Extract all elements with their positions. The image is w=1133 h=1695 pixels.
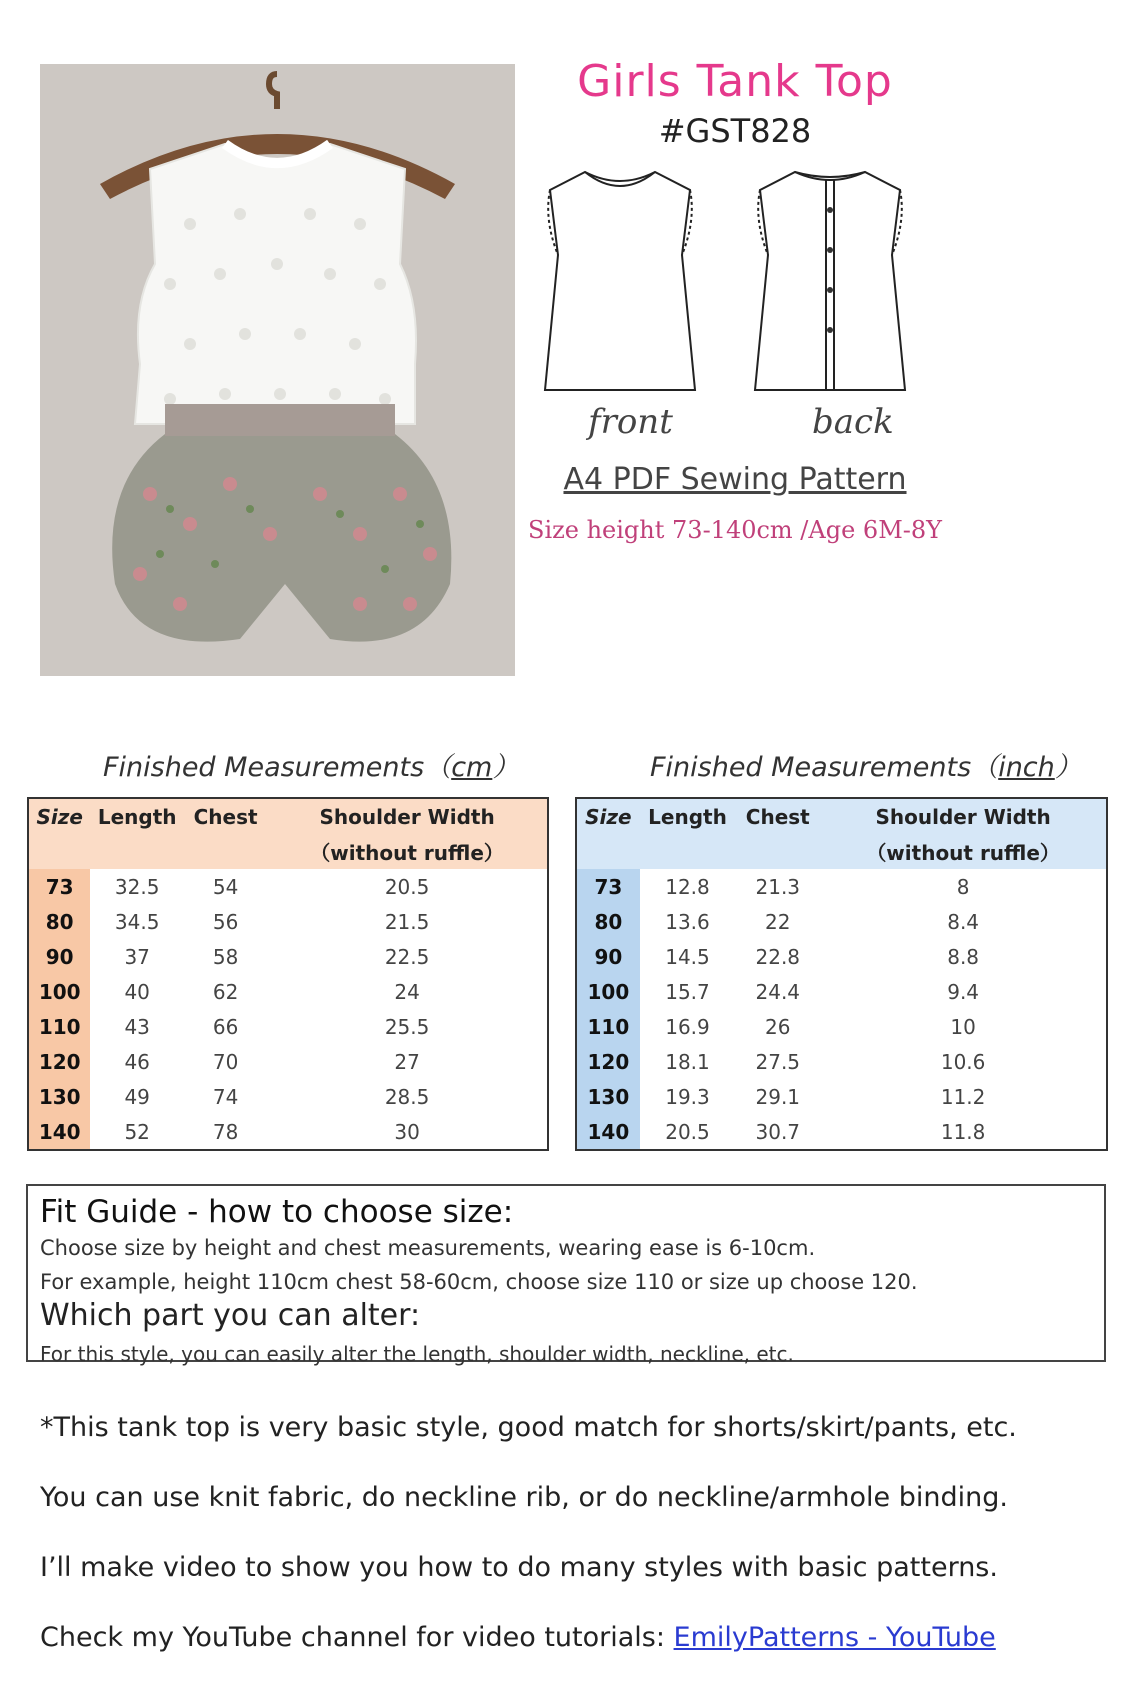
inch-caption-unit: inch bbox=[998, 752, 1055, 783]
inch-cell-shoulder-width: 9.4 bbox=[947, 979, 980, 1004]
cm-cell-chest: 66 bbox=[212, 1014, 239, 1039]
note-1: *This tank top is very basic style, good match for shorts/skirt/pants, etc. bbox=[40, 1412, 1017, 1443]
cm-cell-chest: 58 bbox=[212, 944, 239, 969]
inch-header-shoulder-width: Shoulder Width bbox=[820, 798, 1107, 834]
inch-cell-chest: 24.4 bbox=[755, 979, 801, 1004]
cm-cell-length: 43 bbox=[124, 1014, 150, 1039]
inch-cell-length: 13.6 bbox=[665, 909, 710, 934]
inch-cell-shoulder-width: 10.6 bbox=[940, 1049, 986, 1074]
cm-header-blank bbox=[90, 834, 184, 869]
cm-table-row bbox=[28, 939, 548, 974]
product-photo bbox=[40, 64, 515, 676]
cm-header-blank bbox=[184, 834, 267, 869]
cm-cell-length: 46 bbox=[124, 1049, 150, 1074]
cm-cell-size: 110 bbox=[28, 1009, 90, 1044]
inch-cell-shoulder-width: 8.8 bbox=[947, 944, 980, 969]
cm-cell-shoulder-width: 27 bbox=[394, 1049, 420, 1074]
cm-table-caption bbox=[103, 745, 519, 784]
size-info: Size height 73-140cm /Age 6M-8Y bbox=[528, 516, 942, 544]
cm-cell-shoulder-width: 22.5 bbox=[384, 944, 430, 969]
cm-cell-length: 49 bbox=[124, 1084, 150, 1109]
inch-header-blank bbox=[640, 834, 736, 869]
inch-table-row bbox=[576, 869, 1107, 904]
cm-cell-shoulder-width: 25.5 bbox=[384, 1014, 430, 1039]
inch-header-length: Length bbox=[640, 798, 736, 834]
cm-cell-shoulder-width: 30 bbox=[394, 1119, 420, 1144]
cm-cell-size: 73 bbox=[28, 869, 90, 904]
inch-cell-length: 12.8 bbox=[665, 874, 710, 899]
format-label: A4 PDF Sewing Pattern bbox=[563, 462, 907, 497]
inch-caption-suffix: ） bbox=[1054, 752, 1082, 783]
cm-cell-length: 40 bbox=[124, 979, 150, 1004]
cm-table-row bbox=[28, 1114, 548, 1150]
inch-cell-chest: 21.3 bbox=[755, 874, 801, 899]
cm-table-row bbox=[28, 869, 548, 904]
cm-header-shoulder-width: Shoulder Width bbox=[267, 798, 548, 834]
alter-heading: Which part you can alter: bbox=[40, 1298, 421, 1333]
youtube-channel-link[interactable]: EmilyPatterns - YouTube bbox=[673, 1622, 996, 1653]
inch-cell-length: 20.5 bbox=[665, 1119, 710, 1144]
inch-table-row bbox=[576, 939, 1107, 974]
inch-table-row bbox=[576, 1009, 1107, 1044]
cm-table-row bbox=[28, 974, 548, 1009]
inch-cell-size: 120 bbox=[576, 1044, 640, 1079]
front-label: front bbox=[588, 402, 673, 442]
cm-measurement-table bbox=[27, 797, 549, 1151]
inch-header-ruffle-note: （without ruffle） bbox=[820, 834, 1107, 869]
inch-cell-shoulder-width: 8.4 bbox=[947, 909, 980, 934]
cm-cell-shoulder-width: 28.5 bbox=[384, 1084, 430, 1109]
note-3: I’ll make video to show you how to do many styles with basic patterns. bbox=[40, 1552, 998, 1583]
cm-cell-chest: 74 bbox=[212, 1084, 239, 1109]
inch-cell-chest: 22 bbox=[765, 909, 791, 934]
cm-cell-size: 130 bbox=[28, 1079, 90, 1114]
note-4-prefix: Check my YouTube channel for video tutorials: bbox=[40, 1622, 674, 1653]
inch-cell-chest: 26 bbox=[765, 1014, 791, 1039]
cm-caption-prefix: Finished Measurements（ bbox=[103, 752, 452, 783]
cm-cell-length: 37 bbox=[124, 944, 150, 969]
inch-table-row bbox=[576, 974, 1107, 1009]
inch-cell-length: 16.9 bbox=[665, 1014, 710, 1039]
inch-cell-shoulder-width: 11.8 bbox=[940, 1119, 986, 1144]
inch-cell-size: 73 bbox=[576, 869, 640, 904]
inch-header-blank bbox=[735, 834, 820, 869]
cm-cell-shoulder-width: 24 bbox=[394, 979, 420, 1004]
inch-table-row bbox=[576, 1079, 1107, 1114]
note-2: You can use knit fabric, do neckline rib, or do neckline/armhole binding. bbox=[40, 1482, 1008, 1513]
inch-cell-size: 90 bbox=[576, 939, 640, 974]
fit-guide-heading: Fit Guide - how to choose size: bbox=[40, 1194, 514, 1230]
back-label: back bbox=[812, 402, 894, 442]
inch-measurement-table bbox=[575, 797, 1108, 1151]
inch-cell-length: 19.3 bbox=[665, 1084, 710, 1109]
inch-cell-size: 110 bbox=[576, 1009, 640, 1044]
cm-cell-chest: 56 bbox=[212, 909, 239, 934]
cm-header-blank bbox=[28, 834, 90, 869]
cm-cell-shoulder-width: 21.5 bbox=[384, 909, 430, 934]
cm-cell-size: 90 bbox=[28, 939, 90, 974]
inch-cell-chest: 30.7 bbox=[755, 1119, 801, 1144]
pattern-code: #GST828 bbox=[658, 112, 812, 150]
cm-cell-chest: 70 bbox=[212, 1049, 239, 1074]
inch-table-caption bbox=[650, 745, 1082, 784]
inch-cell-chest: 29.1 bbox=[755, 1084, 801, 1109]
cm-table-row bbox=[28, 1044, 548, 1079]
inch-table-row bbox=[576, 1044, 1107, 1079]
cm-header-length: Length bbox=[90, 798, 184, 834]
cm-cell-shoulder-width: 20.5 bbox=[384, 874, 430, 899]
inch-header-blank bbox=[576, 834, 640, 869]
note-4 bbox=[40, 1622, 996, 1653]
cm-cell-size: 100 bbox=[28, 974, 90, 1009]
inch-header-chest: Chest bbox=[735, 798, 820, 834]
fit-guide-line-2: For example, height 110cm chest 58-60cm, choose size 110 or size up choose 120. bbox=[40, 1270, 918, 1294]
cm-table-row bbox=[28, 1009, 548, 1044]
inch-cell-length: 14.5 bbox=[665, 944, 710, 969]
inch-table-row bbox=[576, 1114, 1107, 1150]
alter-text: For this style, you can easily alter the length, shoulder width, neckline, etc. bbox=[40, 1342, 794, 1366]
inch-cell-size: 80 bbox=[576, 904, 640, 939]
inch-cell-chest: 27.5 bbox=[755, 1049, 801, 1074]
cm-caption-unit: cm bbox=[451, 752, 493, 783]
cm-table-row bbox=[28, 1079, 548, 1114]
cm-cell-size: 140 bbox=[28, 1114, 90, 1150]
cm-cell-size: 120 bbox=[28, 1044, 90, 1079]
inch-cell-length: 18.1 bbox=[665, 1049, 710, 1074]
inch-table-row bbox=[576, 904, 1107, 939]
inch-header-size: Size bbox=[576, 798, 640, 834]
cm-table-row bbox=[28, 904, 548, 939]
inch-cell-chest: 22.8 bbox=[755, 944, 801, 969]
cm-cell-chest: 78 bbox=[212, 1119, 239, 1144]
cm-cell-length: 32.5 bbox=[114, 874, 160, 899]
inch-cell-shoulder-width: 8 bbox=[956, 874, 970, 899]
technical-sketch bbox=[530, 160, 940, 400]
inch-cell-size: 140 bbox=[576, 1114, 640, 1150]
fit-guide-box bbox=[26, 1184, 1106, 1366]
inch-cell-shoulder-width: 11.2 bbox=[940, 1084, 986, 1109]
cm-header-chest: Chest bbox=[184, 798, 267, 834]
inch-cell-length: 15.7 bbox=[665, 979, 710, 1004]
inch-cell-size: 100 bbox=[576, 974, 640, 1009]
cm-caption-suffix: ） bbox=[492, 752, 520, 783]
cm-cell-length: 52 bbox=[124, 1119, 150, 1144]
cm-cell-chest: 62 bbox=[212, 979, 239, 1004]
cm-header-size: Size bbox=[28, 798, 90, 834]
cm-header-ruffle-note: （without ruffle） bbox=[267, 834, 548, 869]
pattern-title: Girls Tank Top bbox=[577, 56, 893, 107]
inch-cell-shoulder-width: 10 bbox=[950, 1014, 976, 1039]
inch-cell-size: 130 bbox=[576, 1079, 640, 1114]
cm-cell-length: 34.5 bbox=[114, 909, 160, 934]
cm-cell-size: 80 bbox=[28, 904, 90, 939]
fit-guide-line-1: Choose size by height and chest measurements, wearing ease is 6-10cm. bbox=[40, 1236, 816, 1260]
cm-cell-chest: 54 bbox=[212, 874, 239, 899]
inch-caption-prefix: Finished Measurements（ bbox=[650, 752, 999, 783]
